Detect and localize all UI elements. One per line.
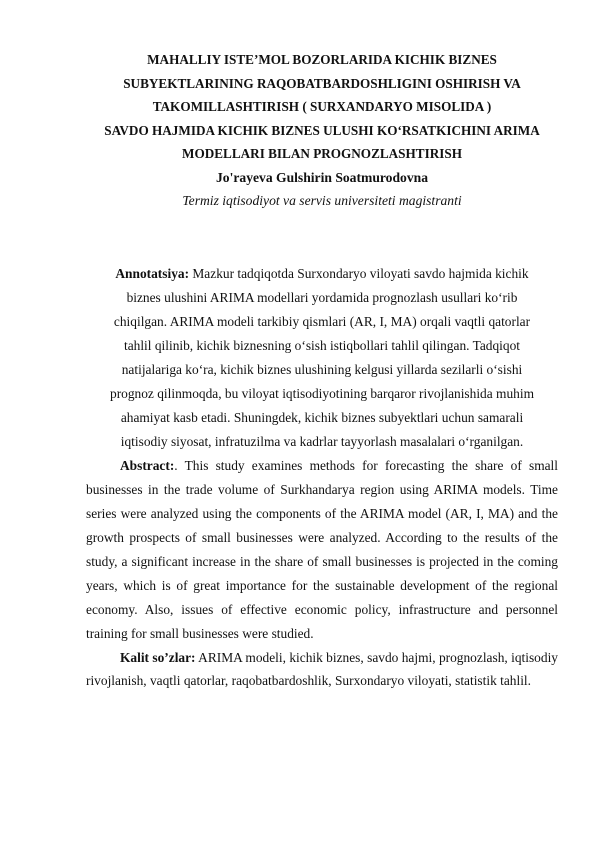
- author-affiliation: Termiz iqtisodiyot va servis universiteti magistranti: [182, 193, 462, 208]
- annotation-line: Mazkur tadqiqotda Surxondaryo viloyati savdo hajmida kichik: [189, 265, 529, 281]
- keywords-label: Kalit so’zlar:: [120, 649, 196, 665]
- annotation-line: ahamiyat kasb etadi. Shuningdek, kichik biznes subyektlari uchun samarali: [120, 410, 524, 426]
- keywords-paragraph: [86, 646, 558, 694]
- annotation-line: tahlil qilinib, kichik biznesning o‘sish istiqbollari tahlil qilingan. Tadqiqot: [123, 337, 521, 353]
- annotation-line: iqtisodiy siyosat, infratuzilma va kadrlar tayyorlash masalalari o‘rganilgan.: [120, 434, 524, 450]
- title-line-4: SAVDO HAJMIDA KICHIK BIZNES ULUSHI KO‘RSATKICHINI ARIMA: [104, 122, 540, 138]
- paper-title: [86, 48, 558, 166]
- abstract-label: Abstract:: [120, 458, 175, 474]
- title-line-2: SUBYEKTLARINING RAQOBATBARDOSHLIGINI OSHIRISH VA: [123, 75, 521, 91]
- annotation-line: prognoz qilinmoqda, bu viloyat iqtisodiyotining barqaror rivojlanishida muhim: [110, 385, 534, 401]
- title-line-1: MAHALLIY ISTE’MOL BOZORLARIDA KICHIK BIZNES: [147, 52, 497, 67]
- keywords-text: ARIMA modeli, kichik biznes, savdo hajmi, prognozlash, iqtisodiy rivojlanish, vaqtli qatorlar, raqobatbardoshlik, Surxondaryo viloyati, statistik tahlil.: [86, 649, 558, 689]
- annotation-label: Annotatsiya:: [115, 265, 190, 281]
- annotation-paragraph: [86, 262, 558, 455]
- annotation-line: biznes ulushini ARIMA modellari yordamida prognozlash usullari ko‘rib: [126, 289, 518, 305]
- annotation-line: chiqilgan. ARIMA modeli tarkibiy qismlari (AR, I, MA) orqali vaqtli qatorlar: [113, 313, 531, 329]
- abstract-text: . This study examines methods for forecasting the share of small businesses in the trade volume of Surkhandarya region using ARIMA models. Time series were analyzed using the components of the ARIMA model (AR, I, MA) and the growth prospects of small businesses were analyzed. According to the results of the study, a significant increase in the share of small businesses is projected in the coming years, which is of great importance for the sustainable development of the regional economy. Also, issues of effective economic policy, infrastructure and personnel training for small businesses were studied.: [86, 458, 558, 641]
- title-line-3: TAKOMILLASHTIRISH ( SURXANDARYO MISOLIDA ): [152, 99, 492, 114]
- author-name: Jo'rayeva Gulshirin Soatmurodovna: [216, 169, 428, 185]
- paper-page: [86, 48, 558, 693]
- annotation-line: natijalariga ko‘ra, kichik biznes ulushining kelgusi yillarda sezilarli o‘sishi: [121, 361, 523, 377]
- abstract-paragraph: [86, 454, 558, 645]
- title-line-5: MODELLARI BILAN PROGNOZLASHTIRISH: [182, 146, 462, 161]
